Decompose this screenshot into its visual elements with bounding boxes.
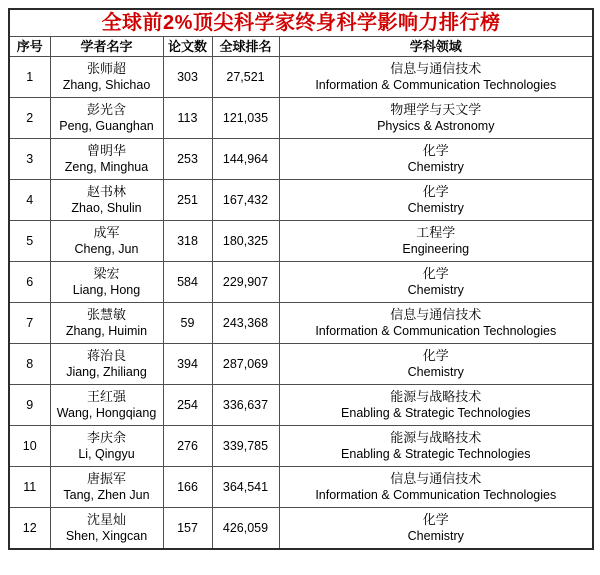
- scholar-name-cn: 沈星灿: [86, 512, 126, 527]
- field-en: Enabling & Strategic Technologies: [341, 447, 531, 461]
- ranking-table: [8, 8, 594, 550]
- cell-field: [279, 467, 593, 508]
- scholar-name-cn: 梁宏: [93, 266, 120, 281]
- field-cn: 化学: [422, 266, 449, 281]
- cell-scholar-name: [50, 426, 163, 467]
- cell-papers: 59: [163, 303, 212, 344]
- cell-scholar-name: [50, 262, 163, 303]
- field-cn: 工程学: [416, 225, 456, 240]
- scholar-name-en: Jiang, Zhiliang: [66, 365, 147, 379]
- cell-scholar-name: [50, 344, 163, 385]
- cell-index: 9: [9, 385, 50, 426]
- page-title: 全球前2%顶尖科学家终身科学影响力排行榜: [9, 9, 593, 37]
- cell-field: [279, 426, 593, 467]
- cell-index: 4: [9, 180, 50, 221]
- field-en: Engineering: [402, 242, 470, 256]
- cell-papers: 394: [163, 344, 212, 385]
- cell-global-rank: 229,907: [212, 262, 279, 303]
- scholar-name-en: Shen, Xingcan: [65, 529, 148, 543]
- cell-field: [279, 180, 593, 221]
- field-en: Chemistry: [407, 160, 464, 174]
- column-header-field: 学科领域: [279, 37, 593, 57]
- field-en: Chemistry: [407, 201, 464, 215]
- field-cn: 化学: [422, 184, 449, 199]
- table-row: [9, 344, 593, 385]
- cell-field: [279, 344, 593, 385]
- table-row: [9, 57, 593, 98]
- cell-scholar-name: [50, 467, 163, 508]
- scholar-name-en: Zhang, Shichao: [62, 78, 151, 92]
- cell-papers: 166: [163, 467, 212, 508]
- column-header-index: 序号: [9, 37, 50, 57]
- field-en: Physics & Astronomy: [377, 119, 495, 133]
- table-row: [9, 262, 593, 303]
- cell-papers: 318: [163, 221, 212, 262]
- scholar-name-en: Li, Qingyu: [78, 447, 135, 461]
- scholar-name-cn: 唐振军: [86, 471, 126, 486]
- cell-scholar-name: [50, 139, 163, 180]
- field-cn: 能源与战略技术: [390, 430, 482, 445]
- scholar-name-cn: 张慧敏: [86, 307, 126, 322]
- cell-global-rank: 426,059: [212, 508, 279, 550]
- table-row: [9, 467, 593, 508]
- title-row: [9, 9, 593, 37]
- table-row: [9, 180, 593, 221]
- cell-papers: 157: [163, 508, 212, 550]
- scholar-name-en: Zeng, Minghua: [64, 160, 149, 174]
- cell-global-rank: 167,432: [212, 180, 279, 221]
- field-en: Chemistry: [407, 365, 464, 379]
- cell-papers: 584: [163, 262, 212, 303]
- cell-global-rank: 27,521: [212, 57, 279, 98]
- field-en: Chemistry: [407, 529, 464, 543]
- cell-global-rank: 121,035: [212, 98, 279, 139]
- table-row: [9, 426, 593, 467]
- table-row: [9, 221, 593, 262]
- cell-index: 8: [9, 344, 50, 385]
- field-cn: 信息与通信技术: [390, 61, 482, 76]
- cell-papers: 254: [163, 385, 212, 426]
- field-cn: 能源与战略技术: [390, 389, 482, 404]
- scholar-name-en: Cheng, Jun: [74, 242, 139, 256]
- field-cn: 化学: [422, 512, 449, 527]
- cell-scholar-name: [50, 221, 163, 262]
- cell-global-rank: 144,964: [212, 139, 279, 180]
- cell-field: [279, 98, 593, 139]
- scholar-name-cn: 成军: [93, 225, 120, 240]
- cell-scholar-name: [50, 508, 163, 550]
- cell-global-rank: 336,637: [212, 385, 279, 426]
- field-cn: 物理学与天文学: [390, 102, 482, 117]
- field-cn: 化学: [422, 348, 449, 363]
- cell-field: [279, 221, 593, 262]
- cell-index: 3: [9, 139, 50, 180]
- cell-global-rank: 339,785: [212, 426, 279, 467]
- column-header-name: 学者名字: [50, 37, 163, 57]
- scholar-name-en: Tang, Zhen Jun: [63, 488, 150, 502]
- cell-global-rank: 364,541: [212, 467, 279, 508]
- cell-index: 12: [9, 508, 50, 550]
- cell-index: 11: [9, 467, 50, 508]
- cell-scholar-name: [50, 385, 163, 426]
- cell-field: [279, 57, 593, 98]
- table-row: [9, 98, 593, 139]
- cell-papers: 251: [163, 180, 212, 221]
- scholar-name-en: Zhao, Shulin: [71, 201, 142, 215]
- cell-scholar-name: [50, 98, 163, 139]
- cell-index: 5: [9, 221, 50, 262]
- cell-field: [279, 508, 593, 550]
- scholar-name-cn: 曾明华: [86, 143, 126, 158]
- scholar-name-cn: 李庆余: [86, 430, 126, 445]
- cell-index: 7: [9, 303, 50, 344]
- scholar-name-en: Wang, Hongqiang: [56, 406, 157, 420]
- cell-papers: 253: [163, 139, 212, 180]
- cell-field: [279, 385, 593, 426]
- cell-index: 2: [9, 98, 50, 139]
- field-en: Chemistry: [407, 283, 464, 297]
- cell-papers: 303: [163, 57, 212, 98]
- table-row: [9, 508, 593, 550]
- scholar-name-cn: 王红强: [86, 389, 126, 404]
- table-row: [9, 303, 593, 344]
- cell-papers: 113: [163, 98, 212, 139]
- cell-index: 10: [9, 426, 50, 467]
- column-header-global-rank: 全球排名: [212, 37, 279, 57]
- column-header-papers: 论文数: [163, 37, 212, 57]
- field-en: Enabling & Strategic Technologies: [341, 406, 531, 420]
- cell-index: 1: [9, 57, 50, 98]
- field-cn: 化学: [422, 143, 449, 158]
- field-cn: 信息与通信技术: [390, 307, 482, 322]
- scholar-name-cn: 彭光含: [86, 102, 126, 117]
- scholar-name-en: Zhang, Huimin: [65, 324, 148, 338]
- field-en: Information & Communication Technologies: [315, 488, 557, 502]
- cell-global-rank: 243,368: [212, 303, 279, 344]
- scholar-name-en: Liang, Hong: [72, 283, 141, 297]
- cell-index: 6: [9, 262, 50, 303]
- field-cn: 信息与通信技术: [390, 471, 482, 486]
- cell-papers: 276: [163, 426, 212, 467]
- scholar-name-cn: 赵书林: [86, 184, 126, 199]
- field-en: Information & Communication Technologies: [315, 78, 557, 92]
- cell-field: [279, 303, 593, 344]
- cell-scholar-name: [50, 303, 163, 344]
- cell-scholar-name: [50, 57, 163, 98]
- cell-global-rank: 287,069: [212, 344, 279, 385]
- cell-scholar-name: [50, 180, 163, 221]
- scholar-name-en: Peng, Guanghan: [59, 119, 154, 133]
- cell-field: [279, 262, 593, 303]
- table-row: [9, 139, 593, 180]
- table-row: [9, 385, 593, 426]
- field-en: Information & Communication Technologies: [315, 324, 557, 338]
- cell-field: [279, 139, 593, 180]
- header-row: [9, 37, 593, 57]
- scholar-name-cn: 蒋治良: [86, 348, 126, 363]
- cell-global-rank: 180,325: [212, 221, 279, 262]
- scholar-name-cn: 张师超: [86, 61, 126, 76]
- table-body: [9, 57, 593, 550]
